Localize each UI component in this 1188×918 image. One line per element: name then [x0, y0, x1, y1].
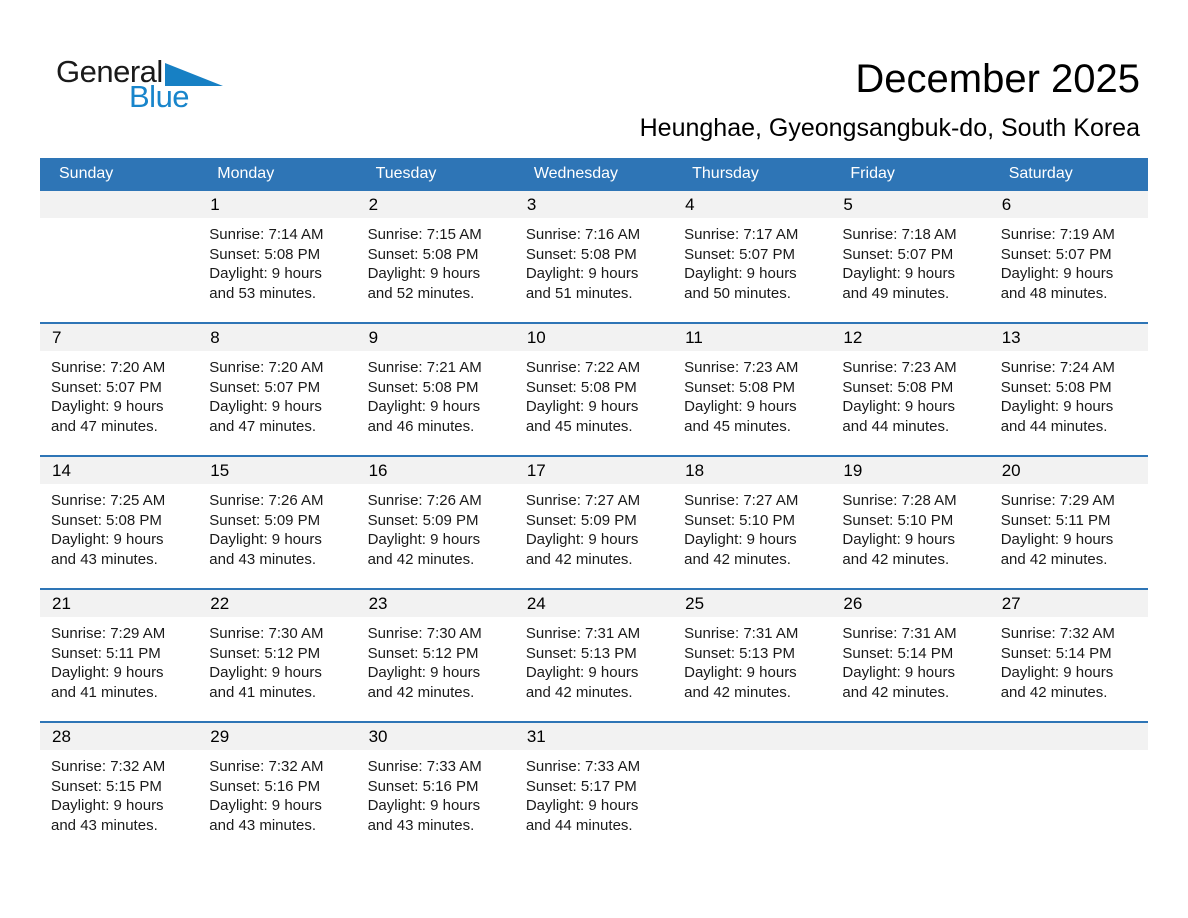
daylight-text-line2: and 44 minutes.	[842, 417, 950, 435]
daylight-text-line1: Daylight: 9 hours	[1000, 664, 1114, 681]
daylight-text-line1: Daylight: 9 hours	[209, 797, 322, 814]
sunrise-text: Sunrise: 7:31 AM	[842, 625, 957, 642]
day-number: 9	[368, 328, 379, 347]
day-number-band	[357, 590, 515, 617]
sunset-text: Sunset: 5:07 PM	[1000, 245, 1112, 263]
day-cell-10	[515, 323, 673, 456]
daylight-text-line1: Daylight: 9 hours	[1000, 398, 1114, 415]
day-number-band	[990, 723, 1148, 750]
daylight-text-line2: and 43 minutes.	[51, 816, 158, 834]
day-number-band	[198, 324, 356, 351]
day-cell-22	[198, 589, 356, 722]
page-subtitle: Heunghae, Gyeongsangbuk-do, South Korea	[639, 114, 1140, 142]
day-number-band	[198, 723, 356, 750]
daylight-text-line1: Daylight: 9 hours	[1000, 265, 1114, 282]
daylight-text-line2: and 51 minutes.	[525, 284, 633, 302]
day-number-band	[515, 590, 673, 617]
daylight-text-line2: and 42 minutes.	[1000, 550, 1108, 568]
day-cell-16	[357, 456, 515, 589]
daylight-text-line2: and 42 minutes.	[525, 683, 633, 701]
daylight-text-line2: and 42 minutes.	[684, 683, 791, 701]
day-cell-24	[515, 589, 673, 722]
sunrise-text: Sunrise: 7:24 AM	[1000, 359, 1115, 376]
day-info	[990, 484, 1148, 569]
week-row-3	[40, 456, 1148, 589]
weekday-header-thursday: Thursday	[673, 158, 831, 190]
daylight-text-line1: Daylight: 9 hours	[525, 531, 639, 548]
sunrise-text: Sunrise: 7:17 AM	[684, 226, 799, 243]
day-number-band	[831, 590, 989, 617]
day-number-band	[673, 457, 831, 484]
sunrise-text: Sunrise: 7:15 AM	[367, 226, 482, 243]
day-number-band	[673, 324, 831, 351]
day-number: 10	[526, 328, 546, 347]
day-number-band	[673, 723, 831, 750]
daylight-text-line2: and 45 minutes.	[684, 417, 791, 435]
sunset-text: Sunset: 5:07 PM	[209, 378, 321, 396]
sunset-text: Sunset: 5:09 PM	[525, 511, 637, 529]
day-cell-27	[990, 589, 1148, 722]
day-info	[673, 351, 831, 436]
daylight-text-line2: and 47 minutes.	[209, 417, 317, 435]
sunrise-text: Sunrise: 7:23 AM	[842, 359, 957, 376]
sunrise-text: Sunrise: 7:26 AM	[367, 492, 482, 509]
sunset-text: Sunset: 5:09 PM	[209, 511, 321, 529]
day-info	[831, 484, 989, 569]
sunrise-text: Sunrise: 7:29 AM	[51, 625, 166, 642]
daylight-text-line2: and 42 minutes.	[842, 550, 950, 568]
sunset-text: Sunset: 5:15 PM	[51, 777, 162, 795]
day-cell-31	[515, 722, 673, 855]
day-number-band	[357, 723, 515, 750]
day-info	[831, 351, 989, 436]
day-info	[357, 617, 515, 702]
daylight-text-line2: and 42 minutes.	[367, 550, 475, 568]
daylight-text-line1: Daylight: 9 hours	[684, 265, 797, 282]
day-cell-25	[673, 589, 831, 722]
day-cell-17	[515, 456, 673, 589]
sunrise-text: Sunrise: 7:22 AM	[525, 359, 641, 376]
day-info	[40, 484, 198, 569]
day-info	[831, 218, 989, 303]
daylight-text-line2: and 47 minutes.	[51, 417, 158, 435]
day-info	[515, 351, 673, 436]
empty-day-cell	[831, 722, 989, 855]
daylight-text-line2: and 44 minutes.	[1000, 417, 1108, 435]
day-number-band	[515, 457, 673, 484]
sunset-text: Sunset: 5:14 PM	[1000, 644, 1112, 662]
day-number-band	[831, 324, 989, 351]
daylight-text-line2: and 42 minutes.	[842, 683, 950, 701]
calendar-body	[40, 190, 1148, 855]
day-cell-2	[357, 190, 515, 323]
day-info	[673, 484, 831, 569]
day-number: 27	[1001, 594, 1021, 613]
day-cell-11	[673, 323, 831, 456]
day-cell-7	[40, 323, 198, 456]
day-cell-21	[40, 589, 198, 722]
day-number: 26	[843, 594, 863, 613]
day-cell-5	[831, 190, 989, 323]
day-cell-20	[990, 456, 1148, 589]
daylight-text-line2: and 44 minutes.	[525, 816, 633, 834]
day-number: 3	[526, 195, 537, 214]
day-cell-4	[673, 190, 831, 323]
day-info	[515, 617, 673, 702]
day-info	[515, 218, 673, 303]
day-number: 5	[843, 195, 853, 214]
sunrise-text: Sunrise: 7:26 AM	[209, 492, 324, 509]
daylight-text-line1: Daylight: 9 hours	[367, 398, 481, 415]
daylight-text-line1: Daylight: 9 hours	[842, 664, 955, 681]
sunset-text: Sunset: 5:08 PM	[51, 511, 162, 529]
day-cell-30	[357, 722, 515, 855]
sunset-text: Sunset: 5:10 PM	[684, 511, 796, 529]
daylight-text-line2: and 42 minutes.	[1000, 683, 1108, 701]
day-cell-15	[198, 456, 356, 589]
sunrise-text: Sunrise: 7:18 AM	[842, 226, 957, 243]
daylight-text-line1: Daylight: 9 hours	[367, 265, 481, 282]
sunset-text: Sunset: 5:10 PM	[842, 511, 954, 529]
day-cell-18	[673, 456, 831, 589]
week-row-2	[40, 323, 1148, 456]
day-number: 23	[368, 594, 388, 613]
daylight-text-line1: Daylight: 9 hours	[525, 265, 639, 282]
sunrise-text: Sunrise: 7:23 AM	[684, 359, 799, 376]
daylight-text-line1: Daylight: 9 hours	[842, 398, 955, 415]
sunrise-text: Sunrise: 7:20 AM	[209, 359, 324, 376]
day-cell-12	[831, 323, 989, 456]
day-number: 11	[685, 328, 703, 347]
sunrise-text: Sunrise: 7:30 AM	[367, 625, 482, 642]
sunset-text: Sunset: 5:12 PM	[209, 644, 321, 662]
empty-day-cell	[673, 722, 831, 855]
day-number-band	[831, 723, 989, 750]
day-number: 28	[52, 727, 71, 746]
daylight-text-line1: Daylight: 9 hours	[51, 531, 164, 548]
sunrise-text: Sunrise: 7:30 AM	[209, 625, 324, 642]
day-number-band	[990, 324, 1148, 351]
day-cell-19	[831, 456, 989, 589]
daylight-text-line2: and 43 minutes.	[209, 550, 317, 568]
daylight-text-line2: and 43 minutes.	[367, 816, 475, 834]
daylight-text-line1: Daylight: 9 hours	[367, 531, 481, 548]
sunrise-text: Sunrise: 7:16 AM	[525, 226, 641, 243]
day-info	[198, 484, 356, 569]
day-cell-3	[515, 190, 673, 323]
day-cell-9	[357, 323, 515, 456]
daylight-text-line2: and 52 minutes.	[367, 284, 475, 302]
day-info	[357, 218, 515, 303]
daylight-text-line2: and 41 minutes.	[209, 683, 317, 701]
day-number-band	[515, 723, 673, 750]
sunset-text: Sunset: 5:16 PM	[209, 777, 321, 795]
day-number: 25	[685, 594, 705, 613]
sunrise-text: Sunrise: 7:32 AM	[51, 758, 166, 775]
weekday-header-monday: Monday	[198, 158, 356, 190]
day-number: 19	[843, 461, 863, 480]
sunset-text: Sunset: 5:12 PM	[367, 644, 479, 662]
calendar-container	[40, 158, 1148, 855]
sunrise-text: Sunrise: 7:31 AM	[684, 625, 799, 642]
day-info	[515, 750, 673, 835]
week-row-1	[40, 190, 1148, 323]
sunrise-text: Sunrise: 7:20 AM	[51, 359, 166, 376]
day-number-band	[831, 457, 989, 484]
day-number-band	[515, 191, 673, 218]
daylight-text-line2: and 45 minutes.	[525, 417, 633, 435]
daylight-text-line1: Daylight: 9 hours	[525, 664, 639, 681]
weekday-header-row	[40, 158, 1148, 190]
sunset-text: Sunset: 5:08 PM	[842, 378, 954, 396]
day-info	[40, 617, 198, 702]
day-info	[198, 750, 356, 835]
day-info	[515, 484, 673, 569]
day-number-band	[40, 324, 198, 351]
sunset-text: Sunset: 5:14 PM	[842, 644, 954, 662]
sunrise-text: Sunrise: 7:27 AM	[525, 492, 641, 509]
day-number-band	[40, 457, 198, 484]
sunset-text: Sunset: 5:07 PM	[842, 245, 954, 263]
empty-day-cell	[40, 190, 198, 323]
sunset-text: Sunset: 5:13 PM	[684, 644, 796, 662]
daylight-text-line2: and 43 minutes.	[51, 550, 158, 568]
day-number: 15	[210, 461, 230, 480]
day-info	[990, 617, 1148, 702]
daylight-text-line1: Daylight: 9 hours	[842, 265, 955, 282]
day-cell-13	[990, 323, 1148, 456]
day-number: 22	[210, 594, 230, 613]
daylight-text-line2: and 42 minutes.	[684, 550, 791, 568]
weekday-header-wednesday: Wednesday	[515, 158, 673, 190]
day-info	[990, 218, 1148, 303]
sunrise-text: Sunrise: 7:25 AM	[51, 492, 166, 509]
day-number-band	[40, 590, 198, 617]
sunset-text: Sunset: 5:08 PM	[367, 378, 479, 396]
sunrise-text: Sunrise: 7:14 AM	[209, 226, 324, 243]
daylight-text-line1: Daylight: 9 hours	[684, 664, 797, 681]
sunset-text: Sunset: 5:17 PM	[525, 777, 637, 795]
day-number-band	[990, 457, 1148, 484]
sunrise-text: Sunrise: 7:33 AM	[525, 758, 641, 775]
day-number-band	[198, 590, 356, 617]
day-number: 31	[526, 727, 546, 746]
day-number-band	[673, 590, 831, 617]
page-header	[40, 56, 1148, 158]
sunset-text: Sunset: 5:08 PM	[684, 378, 796, 396]
day-number: 7	[52, 328, 62, 347]
day-number: 6	[1001, 195, 1012, 214]
day-info	[990, 351, 1148, 436]
daylight-text-line2: and 42 minutes.	[525, 550, 633, 568]
day-cell-6	[990, 190, 1148, 323]
day-number: 4	[685, 195, 695, 214]
day-number: 17	[526, 461, 546, 480]
day-info	[357, 750, 515, 835]
sunrise-text: Sunrise: 7:29 AM	[1000, 492, 1115, 509]
daylight-text-line1: Daylight: 9 hours	[1000, 531, 1114, 548]
weekday-header-friday: Friday	[831, 158, 989, 190]
daylight-text-line2: and 41 minutes.	[51, 683, 158, 701]
daylight-text-line2: and 53 minutes.	[209, 284, 317, 302]
day-cell-1	[198, 190, 356, 323]
day-info	[40, 351, 198, 436]
day-info	[198, 218, 356, 303]
sunset-text: Sunset: 5:13 PM	[525, 644, 637, 662]
daylight-text-line2: and 48 minutes.	[1000, 284, 1108, 302]
sunset-text: Sunset: 5:07 PM	[51, 378, 162, 396]
sunrise-text: Sunrise: 7:19 AM	[1000, 226, 1115, 243]
daylight-text-line1: Daylight: 9 hours	[51, 664, 164, 681]
daylight-text-line2: and 43 minutes.	[209, 816, 317, 834]
daylight-text-line1: Daylight: 9 hours	[209, 398, 322, 415]
day-number-band	[990, 590, 1148, 617]
day-number-band	[198, 191, 356, 218]
day-info	[831, 617, 989, 702]
day-cell-23	[357, 589, 515, 722]
daylight-text-line2: and 49 minutes.	[842, 284, 950, 302]
day-number: 1	[210, 195, 220, 214]
daylight-text-line1: Daylight: 9 hours	[209, 265, 322, 282]
day-number: 14	[52, 461, 71, 480]
day-info	[40, 750, 198, 835]
daylight-text-line1: Daylight: 9 hours	[209, 531, 322, 548]
daylight-text-line1: Daylight: 9 hours	[51, 797, 164, 814]
week-row-5	[40, 722, 1148, 855]
day-number-band	[357, 191, 515, 218]
sunrise-text: Sunrise: 7:27 AM	[684, 492, 799, 509]
day-info	[198, 351, 356, 436]
day-number: 13	[1001, 328, 1021, 347]
logo-text-general: General	[56, 54, 163, 89]
title-block	[276, 56, 1148, 143]
daylight-text-line1: Daylight: 9 hours	[525, 797, 639, 814]
day-number-band	[357, 324, 515, 351]
daylight-text-line1: Daylight: 9 hours	[842, 531, 955, 548]
sunrise-text: Sunrise: 7:31 AM	[525, 625, 641, 642]
daylight-text-line1: Daylight: 9 hours	[684, 531, 797, 548]
daylight-text-line1: Daylight: 9 hours	[209, 664, 322, 681]
day-number-band	[40, 191, 198, 218]
day-number-band	[990, 191, 1148, 218]
day-number-band	[198, 457, 356, 484]
sunrise-text: Sunrise: 7:32 AM	[1000, 625, 1115, 642]
daylight-text-line1: Daylight: 9 hours	[367, 664, 481, 681]
weekday-header-saturday: Saturday	[990, 158, 1148, 190]
day-info	[357, 351, 515, 436]
day-number: 18	[685, 461, 705, 480]
day-cell-8	[198, 323, 356, 456]
weekday-header-tuesday: Tuesday	[357, 158, 515, 190]
sunrise-text: Sunrise: 7:33 AM	[367, 758, 482, 775]
day-number: 8	[210, 328, 220, 347]
daylight-text-line2: and 46 minutes.	[367, 417, 475, 435]
day-number: 21	[52, 594, 71, 613]
day-number-band	[515, 324, 673, 351]
day-cell-29	[198, 722, 356, 855]
sunset-text: Sunset: 5:16 PM	[367, 777, 479, 795]
day-number-band	[357, 457, 515, 484]
sunset-text: Sunset: 5:11 PM	[51, 644, 161, 662]
day-cell-26	[831, 589, 989, 722]
day-info	[198, 617, 356, 702]
week-row-4	[40, 589, 1148, 722]
weekday-header-sunday: Sunday	[40, 158, 198, 190]
logo-text-blue: Blue	[129, 79, 190, 114]
daylight-text-line2: and 50 minutes.	[684, 284, 791, 302]
day-number: 30	[368, 727, 388, 746]
sunset-text: Sunset: 5:11 PM	[1000, 511, 1111, 529]
day-number: 16	[368, 461, 388, 480]
sunset-text: Sunset: 5:08 PM	[1000, 378, 1112, 396]
sunrise-text: Sunrise: 7:28 AM	[842, 492, 957, 509]
empty-day-cell	[990, 722, 1148, 855]
day-info	[673, 218, 831, 303]
day-number: 20	[1001, 461, 1021, 480]
sunrise-text: Sunrise: 7:32 AM	[209, 758, 324, 775]
calendar-table	[40, 158, 1148, 855]
day-number: 29	[210, 727, 230, 746]
daylight-text-line1: Daylight: 9 hours	[684, 398, 797, 415]
day-number-band	[831, 191, 989, 218]
sunset-text: Sunset: 5:08 PM	[525, 245, 637, 263]
sunset-text: Sunset: 5:08 PM	[367, 245, 479, 263]
daylight-text-line1: Daylight: 9 hours	[367, 797, 481, 814]
day-number-band	[673, 191, 831, 218]
day-info	[357, 484, 515, 569]
sunset-text: Sunset: 5:08 PM	[525, 378, 637, 396]
day-number-band	[40, 723, 198, 750]
day-cell-14	[40, 456, 198, 589]
sunset-text: Sunset: 5:08 PM	[209, 245, 321, 263]
day-number: 24	[526, 594, 546, 613]
day-number: 12	[843, 328, 863, 347]
general-blue-logo	[56, 56, 276, 126]
daylight-text-line2: and 42 minutes.	[367, 683, 475, 701]
calendar-head	[40, 158, 1148, 190]
day-number: 2	[368, 195, 379, 214]
sunset-text: Sunset: 5:07 PM	[684, 245, 796, 263]
sunrise-text: Sunrise: 7:21 AM	[367, 359, 482, 376]
day-info	[673, 617, 831, 702]
daylight-text-line1: Daylight: 9 hours	[525, 398, 639, 415]
day-cell-28	[40, 722, 198, 855]
sunset-text: Sunset: 5:09 PM	[367, 511, 479, 529]
page-title: December 2025	[855, 57, 1140, 101]
daylight-text-line1: Daylight: 9 hours	[51, 398, 164, 415]
